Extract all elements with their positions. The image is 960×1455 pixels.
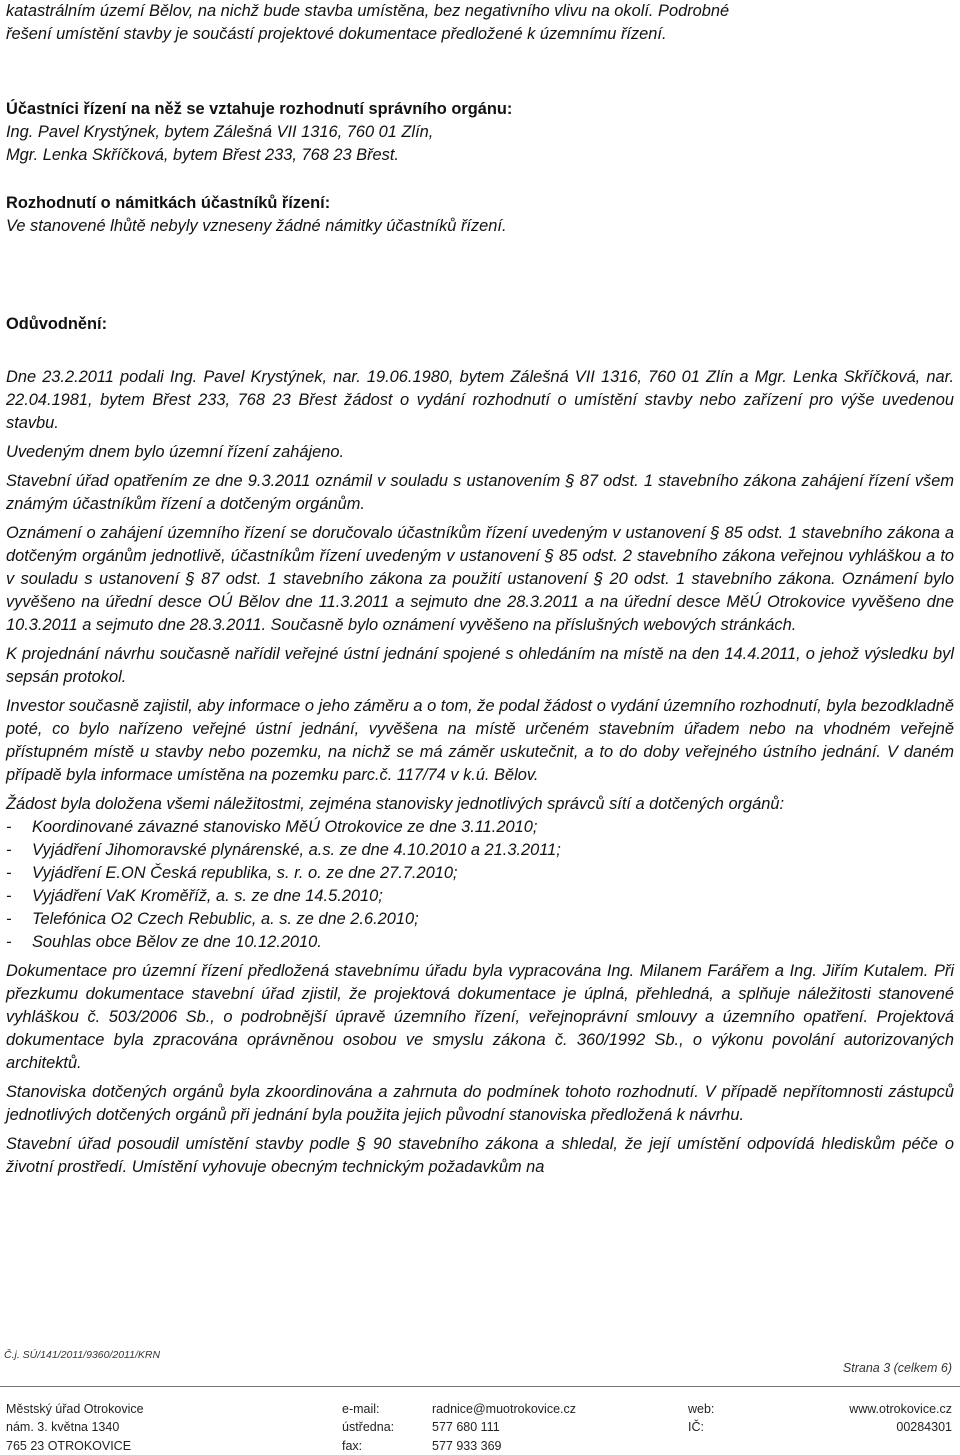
phone-value: 577 680 111: [432, 1420, 500, 1435]
intro-line-1: katastrálním území Bělov, na nichž bude stavba umístěna, bez negativního vlivu na okolí. Podrobné: [6, 2, 730, 20]
participant-1: Ing. Pavel Krystýnek, bytem Zálešná VII 1316, 760 01 Zlín,: [6, 123, 434, 141]
objections-text: Ve stanovené lhůtě nebyly vzneseny žádné námitky účastníků řízení.: [6, 217, 507, 235]
paragraph-application: Dne 23.2.2011 podali Ing. Pavel Krystýnek, nar. 19.06.1980, bytem Zálešná VII 1316, 760 01 Zlín a Mgr. Lenka Skříčková, nar. 22.04.1981, bytem Břest 233, 768 23 Břest žádost o vydání rozhodnutí o umístění stavby nebo zařízení pro výše uvedenou stavbu.: [6, 368, 954, 432]
fax-value: 577 933 369: [432, 1438, 502, 1453]
web-label: web:: [688, 1402, 715, 1416]
footer-values-1: [432, 1400, 576, 1455]
objections-heading: Rozhodnutí o námitkách účastníků řízení:: [6, 194, 331, 212]
paragraph-investor: Investor současně zajistil, aby informace o jeho záměru a o tom, že podal žádost o vydání územního rozhodnutí, byla bezodkladně poté, co bylo nařízeno veřejné ústní jednání, vyvěšena na místě určeném stavebním úřadem nebo na vhodném veřejně přístupném místě u stavby nebo pozemku, na nichž se má záměr uskutečnit, a to do doby veřejného ústního jednání. V daném případě byla informace umístěna na pozemku parc.č. 117/74 v k.ú. Bělov.: [6, 697, 954, 784]
paragraph-notice: Stavební úřad opatřením ze dne 9.3.2011 oznámil v souladu s ustanovením § 87 odst. 1 stavebního zákona zahájení řízení všem známým účastníkům řízení a dotčeným orgánům.: [6, 472, 954, 513]
list-item: - Koordinované závazné stanovisko MěÚ Otrokovice ze dne 3.11.2010;: [6, 818, 538, 836]
phone-label: ústředna:: [342, 1420, 395, 1435]
footer-values-2: [849, 1400, 952, 1437]
office-city: 765 23 OTROKOVICE: [6, 1438, 132, 1453]
ic-label: IČ:: [688, 1420, 704, 1435]
fax-label: fax:: [342, 1438, 363, 1453]
footer-divider: [0, 1386, 960, 1387]
footer-labels-2: [688, 1400, 714, 1437]
reference-number: Č.j. SÚ/141/2011/9360/2011/KRN: [4, 1349, 161, 1361]
paragraph-assessment: Stavební úřad posoudil umístění stavby podle § 90 stavebního zákona a shledal, že její umístění odpovídá hlediskům péče o životní prostředí. Umístění vyhovuje obecným technickým požadavkům na: [6, 1135, 954, 1176]
list-item: - Telefónica O2 Czech Rebublic, a. s. ze dne 2.6.2010;: [6, 910, 419, 928]
paragraph-documents: Žádost byla doložena všemi náležitostmi, zejména stanovisky jednotlivých správců sítí a dotčených orgánů:: [6, 795, 785, 813]
reasoning-heading: Odůvodnění:: [6, 315, 108, 333]
footer-address: [6, 1400, 144, 1455]
web-value[interactable]: www.otrokovice.cz: [849, 1402, 952, 1416]
intro-line-2: řešení umístění stavby je součástí projektové dokumentace předložené k územnímu řízení.: [6, 25, 667, 43]
office-street: nám. 3. května 1340: [6, 1420, 120, 1435]
email-value[interactable]: radnice@muotrokovice.cz: [432, 1402, 576, 1416]
page-number: Strana 3 (celkem 6): [842, 1361, 952, 1375]
paragraph-project-documentation: Dokumentace pro územní řízení předložená stavebnímu úřadu byla vypracována Ing. Milanem Farářem a Ing. Jiřím Kutalem. Při přezkumu dokumentace stavební úřad zjistil, že projektová dokumentace je úplná, přehledná, a splňuje náležitosti stanovené vyhláškou č. 503/2006 Sb., o podrobnější úpravě územního řízení, veřejnoprávní smlouvy a územního opatření. Projektová dokumentace byla zpracována oprávněnou osobou ve smyslu zákona č. 360/1992 Sb., o výkonu povolání autorizovaných architektů.: [6, 962, 954, 1072]
list-item: - Souhlas obce Bělov ze dne 10.12.2010.: [6, 933, 322, 951]
participants-block: [6, 98, 954, 167]
participant-2: Mgr. Lenka Skříčková, bytem Břest 233, 768 23 Břest.: [6, 146, 399, 164]
intro-block: [6, 0, 954, 46]
footer-labels-1: [342, 1400, 394, 1455]
reasoning-body: [6, 366, 954, 1179]
ic-value: 00284301: [896, 1420, 952, 1435]
paragraph-notification: Oznámení o zahájení územního řízení se doručovalo účastníkům řízení uvedeným v ustanovení § 85 odst. 1 stavebního zákona a dotčeným orgánům jednotlivě, účastníkům řízení uvedeným v ustanovení § 85 odst. 2 stavebního zákona veřejnou vyhláškou a to v souladu s ustanovení § 87 odst. 1 stavebního zákona za použití ustanovení § 20 odst. 1 stavebního zákona. Oznámení bylo vyvěšeno na úřední desce OÚ Bělov dne 11.3.2011 a sejmuto dne 28.3.2011 a na úřední desce MěÚ Otrokovice vyvěšeno dne 10.3.2011 a sejmuto dne 28.3.2011. Současně bylo oznámení vyvěšeno na příslušných webových stránkách.: [6, 524, 954, 634]
paragraph-coordination: Stanoviska dotčených orgánů byla zkoordinována a zahrnuta do podmínek tohoto rozhodnutí. V případě nepřítomnosti zástupců jednotlivých dotčených orgánů při jednání byla použita jejich původní stanoviska předložená k návrhu.: [6, 1083, 954, 1124]
office-name: Městský úřad Otrokovice: [6, 1402, 144, 1416]
statements-list: [6, 816, 954, 954]
list-item: - Vyjádření E.ON Česká republika, s. r. o. ze dne 27.7.2010;: [6, 864, 458, 882]
email-label: e-mail:: [342, 1402, 380, 1416]
list-item: - Vyjádření VaK Kroměříž, a. s. ze dne 14.5.2010;: [6, 887, 383, 905]
paragraph-hearing: K projednání návrhu současně nařídil veřejné ústní jednání spojené s ohledáním na místě na den 14.4.2011, o jehož výsledku byl sepsán protokol.: [6, 645, 954, 686]
participants-heading: Účastníci řízení na něž se vztahuje rozhodnutí správního orgánu:: [6, 100, 513, 118]
objections-block: [6, 192, 954, 238]
paragraph-started: Uvedeným dnem bylo územní řízení zahájeno.: [6, 443, 345, 461]
list-item: - Vyjádření Jihomoravské plynárenské, a.s. ze dne 4.10.2010 a 21.3.2011;: [6, 841, 561, 859]
